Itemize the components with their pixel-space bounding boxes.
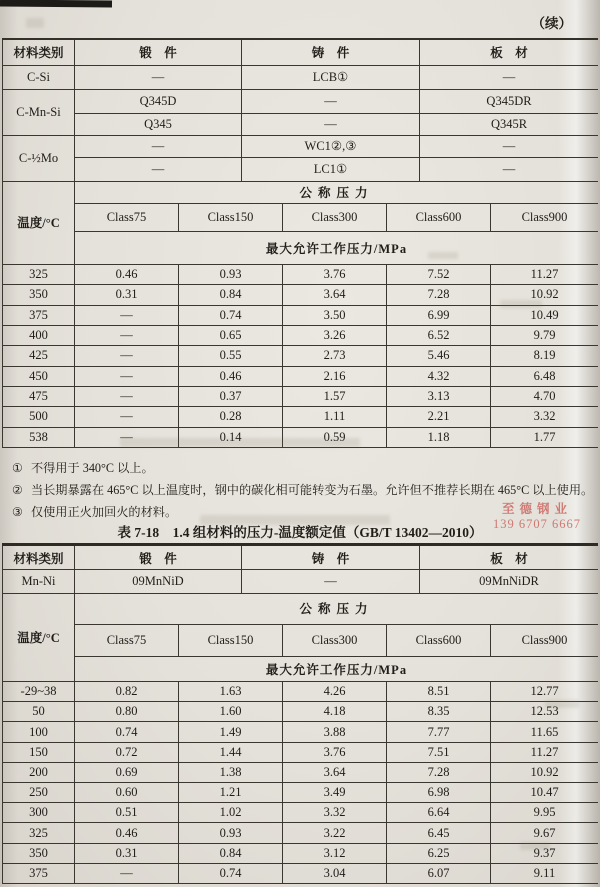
class300-header: Class300 [283,204,387,232]
pressure-value-cell: 9.95 [491,803,599,823]
pressure-value-cell: 1.77 [491,427,599,447]
pressure-value-cell: 1.21 [179,783,283,803]
pressure-value-cell: 0.80 [75,702,179,722]
table-caption: 表 7-18 1.4 组材料的压力-温度额定值（GB/T 13402—2010） [117,525,483,540]
casting-cell: — [242,113,420,135]
casting-cell: — [242,89,420,113]
watermark-phone: 139 6707 6667 [493,517,581,531]
table1-pressure-body [3,265,599,448]
pressure-value-cell: 0.74 [179,863,283,883]
class150-header: Class150 [179,625,283,657]
pressure-value-cell: 7.51 [387,742,491,762]
data-row [3,722,599,742]
table1-pressure [2,180,598,448]
scan-artifact [520,842,550,850]
temperature-column-label: 温度/°C [3,180,75,265]
material-row [3,65,599,89]
table2-pressure [2,592,598,884]
temperature-cell: 300 [3,803,75,823]
table2-materials [2,543,598,594]
header-forgings: 锻 件 [75,39,242,65]
pressure-value-cell: 3.76 [283,742,387,762]
pressure-value-cell: 3.32 [283,803,387,823]
pressure-value-cell: 2.21 [387,407,491,427]
pressure-value-cell: 3.49 [283,783,387,803]
data-row [3,843,599,863]
temperature-cell: 425 [3,346,75,366]
pressure-value-cell: 3.88 [283,722,387,742]
temperature-cell: 325 [3,823,75,843]
pressure-value-cell: 5.46 [387,346,491,366]
pressure-value-cell: 1.18 [387,427,491,447]
pressure-value-cell: 7.77 [387,722,491,742]
pressure-value-cell: 0.31 [75,843,179,863]
mawp-label: 最大允许工作压力/MPa [75,656,599,681]
material-row [3,157,599,181]
table1-materials [2,38,598,182]
pressure-value-cell: 0.14 [179,427,283,447]
pressure-value-cell: — [75,325,179,345]
pressure-value-cell: 12.53 [491,702,599,722]
pressure-value-cell: 3.64 [283,762,387,782]
pressure-value-cell: — [75,305,179,325]
data-row [3,823,599,843]
forging-cell: — [75,157,242,181]
pressure-value-cell: 3.22 [283,823,387,843]
pressure-value-cell: 1.02 [179,803,283,823]
temperature-cell: 375 [3,863,75,883]
material-category-cell: Mn-Ni [3,570,75,594]
footnote-2 [12,482,594,498]
data-row [3,742,599,762]
table2-pressure-body [3,682,599,884]
pressure-value-cell: 9.37 [491,843,599,863]
temperature-cell: 350 [3,285,75,305]
pressure-value-cell: 0.46 [75,823,179,843]
data-row [3,366,599,386]
pressure-value-cell: 0.82 [75,682,179,702]
material-row [3,135,599,157]
pressure-value-cell: 0.55 [179,346,283,366]
footnote-3-text: 仅使用正火加回火的材料。 [30,505,178,519]
pressure-value-cell: — [75,386,179,406]
material-category-cell: C-½Mo [3,135,75,181]
casting-cell: LCB① [242,65,420,89]
pressure-value-cell: 3.13 [387,386,491,406]
class-header-row [3,625,599,657]
data-row [3,762,599,782]
pressure-value-cell: 3.32 [491,407,599,427]
header-castings: 铸 件 [242,39,420,65]
pressure-value-cell: 0.37 [179,386,283,406]
pressure-value-cell: 1.57 [283,386,387,406]
pressure-value-cell: 9.11 [491,863,599,883]
data-row [3,325,599,345]
plate-cell: — [420,157,599,181]
class75-header: Class75 [75,204,179,232]
pressure-value-cell: 10.47 [491,783,599,803]
pressure-value-cell: 8.51 [387,682,491,702]
casting-cell: LC1① [242,157,420,181]
pressure-value-cell: 12.77 [491,682,599,702]
pressure-value-cell: 3.12 [283,843,387,863]
pressure-value-cell: 9.67 [491,823,599,843]
pressure-value-cell: 11.65 [491,722,599,742]
header-castings: 铸 件 [242,545,420,570]
footnote-2-text: 当长期暴露在 465°C 以上温度时，钢中的碳化相可能转变为石墨。允许但不推荐长期在 465°C 以上使用。 [30,483,594,497]
pressure-value-cell: — [75,407,179,427]
temperature-cell: 100 [3,722,75,742]
temperature-cell: 250 [3,783,75,803]
pressure-value-cell: 0.74 [179,305,283,325]
plate-cell: — [420,135,599,157]
data-row [3,702,599,722]
class600-header: Class600 [387,625,491,657]
casting-cell: WC1②,③ [242,135,420,157]
table2-materials-header-row [3,545,599,570]
data-row [3,265,599,285]
pressure-value-cell: 0.84 [179,285,283,305]
pressure-value-cell: 0.65 [179,325,283,345]
data-row [3,386,599,406]
temperature-cell: 538 [3,427,75,447]
data-row [3,407,599,427]
header-forgings: 锻 件 [75,545,242,570]
nominal-pressure-row [3,592,599,625]
temperature-cell: 350 [3,843,75,863]
pressure-value-cell: 1.11 [283,407,387,427]
pressure-value-cell: 6.99 [387,305,491,325]
scan-artifact [545,700,579,708]
plate-cell: 09MnNiDR [420,570,599,594]
temperature-cell: 400 [3,325,75,345]
forging-cell: Q345D [75,89,242,113]
pressure-value-cell: 4.18 [283,702,387,722]
continued-mark: （续） [531,16,572,31]
pressure-value-cell: 3.50 [283,305,387,325]
class900-header: Class900 [491,204,599,232]
material-row [3,570,599,594]
pressure-value-cell: 6.45 [387,823,491,843]
nominal-pressure-row [3,180,599,204]
pressure-value-cell: 6.07 [387,863,491,883]
forging-cell: 09MnNiD [75,570,242,594]
plate-cell: Q345R [420,113,599,135]
pressure-value-cell: 0.69 [75,762,179,782]
pressure-value-cell: 1.38 [179,762,283,782]
data-row [3,346,599,366]
class900-header: Class900 [491,625,599,657]
scan-artifact [26,18,44,28]
pressure-value-cell: 10.92 [491,285,599,305]
pressure-value-cell: 6.48 [491,366,599,386]
forging-cell: — [75,65,242,89]
pressure-value-cell: 0.72 [75,742,179,762]
pressure-value-cell: 8.19 [491,346,599,366]
class150-header: Class150 [179,204,283,232]
table1-materials-header-row [3,39,599,65]
footnote-2-mark: ② [12,483,23,497]
class-header-row [3,204,599,232]
material-row [3,113,599,135]
pressure-value-cell: 10.49 [491,305,599,325]
temperature-cell: 450 [3,366,75,386]
forging-cell: — [75,135,242,157]
pressure-value-cell: 6.25 [387,843,491,863]
pressure-value-cell: 6.64 [387,803,491,823]
pressure-value-cell: 0.51 [75,803,179,823]
watermark-company: 至德钢业 [501,502,572,516]
pressure-value-cell: 0.31 [75,285,179,305]
nominal-pressure-label: 公称压力 [75,592,599,625]
footnote-1-mark: ① [12,461,23,475]
pressure-value-cell: 3.76 [283,265,387,285]
pressure-value-cell: 0.59 [283,427,387,447]
pressure-value-cell: 2.16 [283,366,387,386]
temperature-cell: 50 [3,702,75,722]
data-row [3,863,599,883]
pressure-value-cell: 3.26 [283,325,387,345]
mawp-row [3,231,599,264]
pressure-value-cell: 7.52 [387,265,491,285]
pressure-value-cell: 0.93 [179,265,283,285]
scan-artifact [428,252,458,259]
pressure-value-cell: 0.74 [75,722,179,742]
temperature-cell: -29~38 [3,682,75,702]
pressure-value-cell: 4.26 [283,682,387,702]
casting-cell: — [242,570,420,594]
pressure-value-cell: 0.46 [75,265,179,285]
pressure-value-cell: 10.92 [491,762,599,782]
pressure-value-cell: 0.93 [179,823,283,843]
red-stamp-watermark [478,502,596,532]
footnote-1-text: 不得用于 340°C 以上。 [30,461,154,475]
material-row [3,89,599,113]
plate-cell: Q345DR [420,89,599,113]
pressure-value-cell: 0.28 [179,407,283,427]
pressure-value-cell: 9.79 [491,325,599,345]
data-row [3,803,599,823]
scan-edge-artifact [0,0,112,7]
pressure-value-cell: 1.49 [179,722,283,742]
pressure-value-cell: 3.04 [283,863,387,883]
pressure-value-cell: 4.32 [387,366,491,386]
pressure-value-cell: — [75,863,179,883]
pressure-value-cell: 11.27 [491,265,599,285]
temperature-cell: 150 [3,742,75,762]
header-material-category: 材料类别 [3,39,75,65]
pressure-value-cell: 0.46 [179,366,283,386]
pressure-value-cell: 1.44 [179,742,283,762]
pressure-value-cell: 3.64 [283,285,387,305]
temperature-cell: 200 [3,762,75,782]
pressure-value-cell: 2.73 [283,346,387,366]
material-category-cell: C-Si [3,65,75,89]
header-plates: 板 材 [420,39,599,65]
scan-artifact [500,300,542,308]
mawp-row [3,656,599,681]
class600-header: Class600 [387,204,491,232]
temperature-cell: 500 [3,407,75,427]
header-plates: 板 材 [420,545,599,570]
scan-artifact [200,515,390,525]
pressure-value-cell: 1.60 [179,702,283,722]
pressure-value-cell: 11.27 [491,742,599,762]
temperature-cell: 475 [3,386,75,406]
pressure-value-cell: 7.28 [387,762,491,782]
footnote-1 [12,460,590,476]
pressure-value-cell: — [75,427,179,447]
pressure-value-cell: 6.52 [387,325,491,345]
pressure-value-cell: — [75,346,179,366]
pressure-value-cell: 0.84 [179,843,283,863]
pressure-value-cell: 6.98 [387,783,491,803]
pressure-value-cell: 8.35 [387,702,491,722]
class75-header: Class75 [75,625,179,657]
data-row [3,783,599,803]
plate-cell: — [420,65,599,89]
pressure-value-cell: — [75,366,179,386]
pressure-value-cell: 0.60 [75,783,179,803]
data-row [3,682,599,702]
forging-cell: Q345 [75,113,242,135]
class300-header: Class300 [283,625,387,657]
pressure-value-cell: 7.28 [387,285,491,305]
nominal-pressure-label: 公称压力 [75,180,599,204]
data-row [3,305,599,325]
pressure-value-cell: 1.63 [179,682,283,702]
mawp-label: 最大允许工作压力/MPa [75,231,599,264]
temperature-cell: 375 [3,305,75,325]
pressure-value-cell: 4.70 [491,386,599,406]
footnote-3-mark: ③ [12,505,23,519]
material-category-cell: C-Mn-Si [3,89,75,135]
header-material-category: 材料类别 [3,545,75,570]
scan-artifact [120,438,360,447]
temperature-column-label: 温度/°C [3,592,75,682]
temperature-cell: 325 [3,265,75,285]
